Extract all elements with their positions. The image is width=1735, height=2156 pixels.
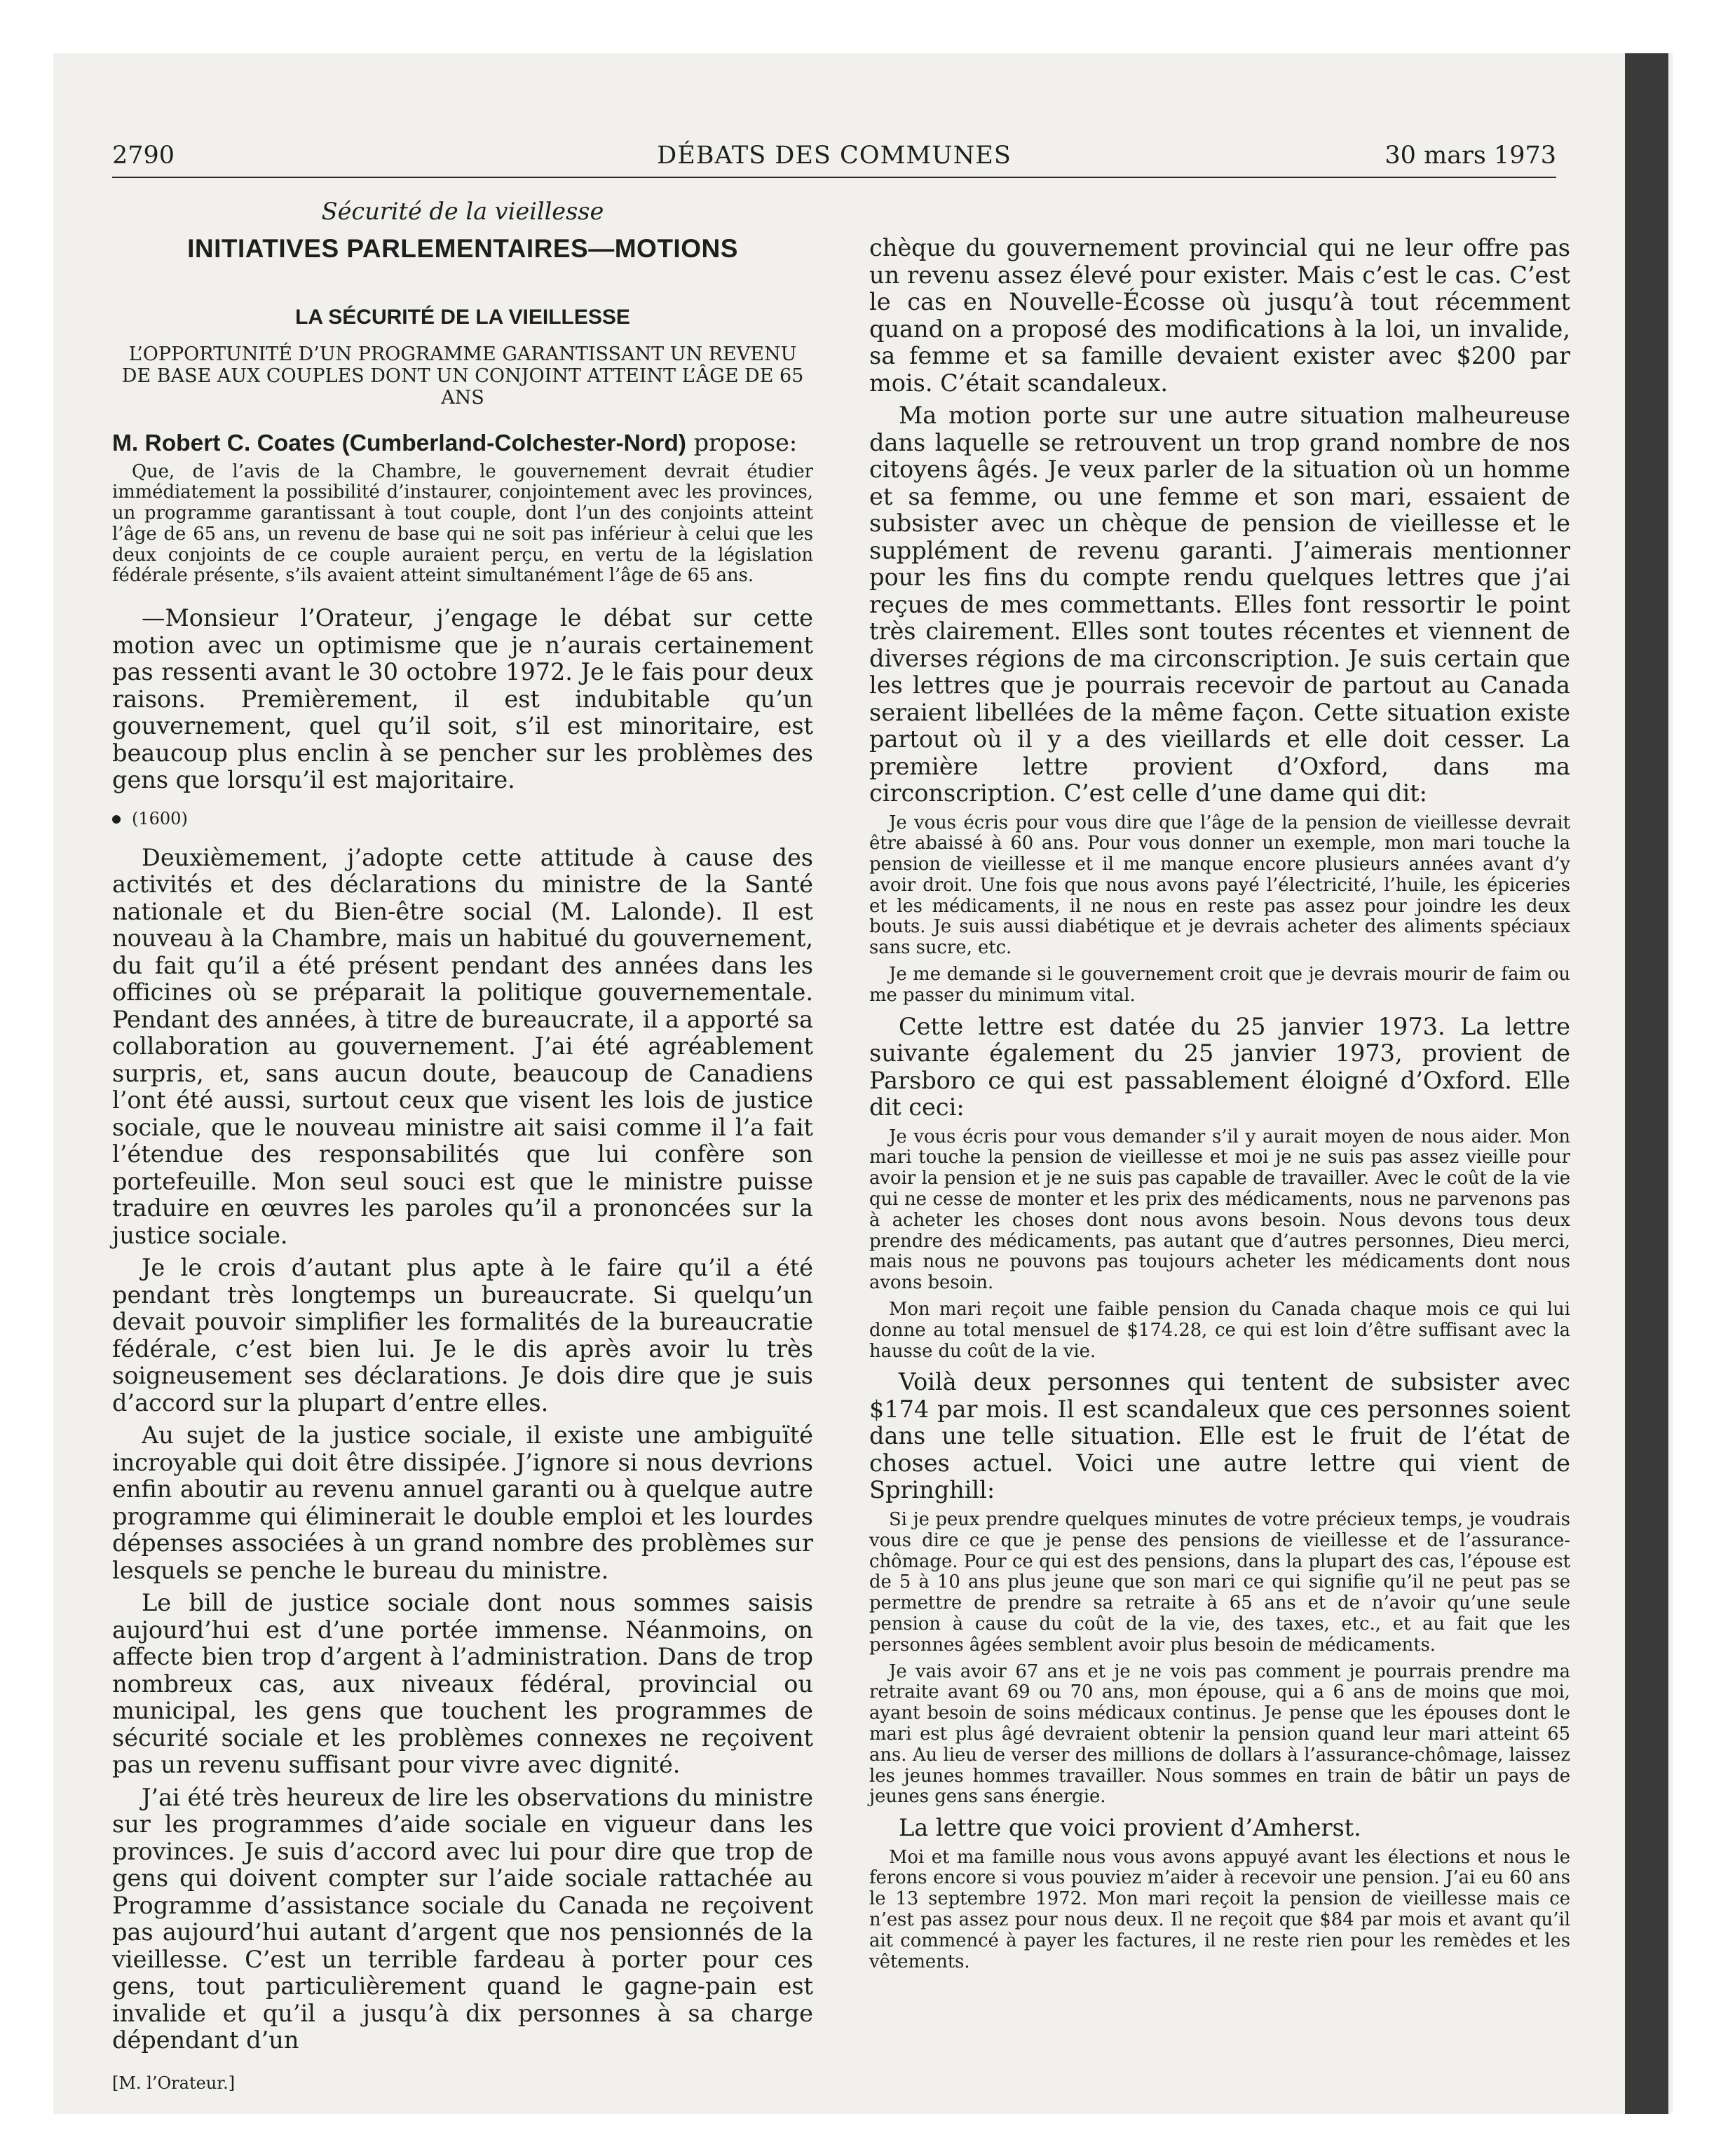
paragraph: La lettre que voici provient d’Amherst.: [899, 1814, 1361, 1842]
letter-quote: [869, 1127, 1570, 1363]
quote-paragraph: Si je peux prendre quelques minutes de votre précieux temps, je voudrais vous dire ce que je pense des pensions de vieillesse et de l’assurance-chômage. Pour ce qui est des pensions, dans la plupart des cas, l’épouse est de 5 à 10 ans plus jeune que son mari ce qui signifie qu’il ne peut pas se permettre de prendre sa retraite à 65 ans et de n’avoir qu’une seule pension à cause du coût de la vie, des taxes, etc., et au fait que les personnes âgées semblent avoir plus besoin de médicaments.: [869, 1508, 1570, 1656]
publication-title: DÉBATS DES COMMUNES: [657, 142, 1012, 170]
paragraph: Je le crois d’autant plus apte à le faire qu’il a été pendant très longtemps un bureaucrate. Si quelqu’un devait pouvoir simplifier les formalités de la bureaucratie fédérale, c’est bien lui. Je le dis après avoir lu très soigneusement ses déclarations. Je dois dire que je suis d’accord sur la plupart d’entre elles.: [112, 1254, 813, 1417]
paragraph: Ma motion porte sur une autre situation malheureuse dans laquelle se retrouvent un trop grand nombre de nos citoyens âgés. Je veux parler de la situation où un homme et sa femme, ou une femme et son mari, essaient de subsister avec un chèque de pension de vieillesse et le supplément de revenu garanti. J’aimerais mentionner pour les fins du compte rendu quelques lettres que j’ai reçues de mes commettants. Elles font ressortir le point très clairement. Elles sont toutes récentes et viennent de diverses régions de ma circonscription. Je suis certain que les lettres que je pourrais recevoir de partout au Canada seraient libellées de la même façon. Cette situation existe partout où il y a des vieillards et elle doit cesser. La première lettre provient d’Oxford, dans ma circonscription. C’est celle d’une dame qui dit:: [869, 402, 1570, 807]
left-column: [112, 198, 813, 2094]
paragraph: —Monsieur l’Orateur, j’engage le débat sur cette motion avec un optimisme que je n’aurais certainement pas ressenti avant le 30 octobre 1972. Je le fais pour deux raisons. Premièrement, il est indubitable qu’un gouvernement, quel qu’il soit, s’il est minoritaire, est beaucoup plus enclin à se pencher sur les problèmes des gens que lorsqu’il est majoritaire.: [112, 604, 813, 794]
running-header: [112, 140, 1556, 178]
mover-verb: propose:: [693, 429, 798, 456]
bullet-icon: [112, 815, 121, 824]
paragraph: Deuxièmement, j’adopte cette attitude à cause des activités et des déclarations du ministre de la Santé nationale et du Bien-être social (M. Lalonde). Il est nouveau à la Chambre, mais un habitué du gouvernement, du fait qu’il a été présent pendant des années dans les officines où se préparait la politique gouvernementale. Pendant des années, à titre de bureaucrate, il a apporté sa collaboration au gouvernement. J’ai été agréablement surpris, et, sans aucun doute, beaucoup de Canadiens l’ont été aussi, surtout ceux que visent les lois de justice sociale, que le nouveau ministre ait saisi comme il l’a fait l’étendue des responsabilités que lui confère son portefeuille. Mon seul souci est que le ministre puisse traduire en œuvres les paroles qu’il a prononcées sur la justice sociale.: [112, 843, 813, 1249]
quote-paragraph: Je me demande si le gouvernement croit que je devrais mourir de faim ou me passer du minimum vital.: [869, 964, 1570, 1006]
quote-paragraph: Je vais avoir 67 ans et je ne vois pas comment je pourrais prendre ma retraite avant 69 ou 70 ans, mon épouse, qui a 6 ans de moins que moi, ayant besoin de soins médicaux continus. Je pense que les épouses dont le mari est plus âgé devraient obtenir la pension quand leur mari atteint 65 ans. Au lieu de verser des millions de dollars à l’assurance-chômage, laissez les jeunes hommes travailler. Nous sommes en train de bâtir un pays de jeunes gens sans énergie.: [869, 1660, 1570, 1808]
quote-paragraph: Je vous écris pour vous demander s’il y aurait moyen de nous aider. Mon mari touche la pension de vieillesse et moi je ne suis pas assez vieille pour avoir la pension et je ne suis pas capable de travailler. Avec le coût de la vie qui ne cesse de monter et les prix des médicaments, nous ne parvenons pas à acheter les choses dont nous avons besoin. Nous devons tous deux prendre des médicaments, pas autant que d’autres personnes, Dieu merci, mais nous ne pouvons pas toujours acheter les médicaments dont nous avons besoin.: [869, 1126, 1570, 1294]
motion-text: Que, de l’avis de la Chambre, le gouvernement devrait étudier immédiatement la possibilité d’instaurer, conjointement avec les provinces, un programme garantissant à tout couple, dont l’un des conjoints atteint l’âge de 65 ans, un revenu de base qui ne soit pas inférieur à celui que les deux conjoints de ce couple auraient perçu, en vertu de la législation fédérale présente, s’ils avaient atteint simultanément l’âge de 65 ans.: [112, 460, 813, 587]
letter-quote: [869, 1848, 1570, 1973]
page-edge-shadow: [1625, 53, 1668, 2114]
document-page: [112, 140, 1570, 2103]
mover-name: M. Robert C. Coates (Cumberland-Colchester-Nord): [112, 430, 686, 456]
paragraph: chèque du gouvernement provincial qui ne leur offre pas un revenu assez élevé pour exister. Mais c’est le cas. C’est le cas en Nouvelle-Écosse où jusqu’à tout récemment quand on a proposé des modifications à la loi, un invalide, sa femme et sa famille devaient exister avec $200 par mois. C’était scandaleux.: [869, 234, 1570, 397]
time-marker-text: (1600): [132, 808, 188, 828]
issue-date: 30 mars 1973: [1384, 142, 1556, 170]
paragraph: Au sujet de la justice sociale, il existe une ambiguïté incroyable qui doit être dissipée. J’ignore si nous devrions enfin aboutir au revenu annuel garanti ou à quelque autre programme qui éliminerait le double emploi et les lourdes dépenses associées à un grand nombre des problèmes sur lesquels se penche le bureau du ministre.: [112, 1421, 813, 1584]
paragraph: Le bill de justice sociale dont nous sommes saisis aujourd’hui est d’une portée immense. Néanmoins, on affecte bien trop d’argent à l’administration. Dans de trop nombreux cas, aux niveaux fédéral, provincial ou municipal, les gens que touchent les programmes de sécurité sociale et les problèmes connexes ne reçoivent pas un revenu suffisant pour vivre avec dignité.: [112, 1589, 813, 1779]
paragraph: Voilà deux personnes qui tentent de subsister avec $174 par mois. Il est scandaleux que ces personnes soient dans une telle situation. Elle est le fruit de l’état de choses actuel. Voici une autre lettre qui vient de Springhill:: [869, 1368, 1570, 1504]
letter-quote: [869, 813, 1570, 1007]
quote-paragraph: Mon mari reçoit une faible pension du Canada chaque mois ce qui lui donne au total mensuel de $174.28, ce qui est loin d’être suffisant avec la hausse du coût de la vie.: [869, 1299, 1570, 1362]
time-marker: [112, 808, 813, 829]
motion-topic: L’OPPORTUNITÉ D’UN PROGRAMME GARANTISSANT UN REVENU DE BASE AUX COUPLES DONT UN CONJOINT ATTEINT L’ÂGE DE 65 ANS: [121, 343, 804, 409]
section-label: Sécurité de la vieillesse: [321, 198, 604, 225]
mover-line: [112, 430, 813, 458]
quote-paragraph: Je vous écris pour vous dire que l’âge de la pension de vieillesse devrait être abaissé à 60 ans. Pour vous donner un exemple, mon mari touche la pension de vieillesse et il me manque encore plusieurs années avant d’y avoir droit. Une fois que nous avons payé l’électricité, l’huile, les épiceries et les médicaments, il ne nous en reste pas assez pour joindre les deux bouts. Je suis aussi diabétique et je devrais acheter des aliments spéciaux sans sucre, etc.: [869, 812, 1570, 959]
quote-paragraph: Moi et ma famille nous vous avons appuyé avant les élections et nous le ferons encore si vous pouviez m’aider à recevoir une pension. J’ai eu 60 ans le 13 septembre 1972. Mon mari reçoit la pension de vieillesse mais ce n’est pas assez pour nous deux. Il ne reçoit que $84 par mois et avant qu’il ait commencé à payer les factures, il ne reste rien pour les remèdes et les vêtements.: [869, 1846, 1570, 1972]
paragraph: Cette lettre est datée du 25 janvier 1973. La lettre suivante également du 25 janvier 1973, provient de Parsboro ce qui est passablement éloigné d’Oxford. Elle dit ceci:: [869, 1012, 1570, 1121]
speaker-note: [M. l’Orateur.]: [112, 2073, 236, 2093]
page-number: 2790: [112, 142, 175, 170]
subsection-heading: LA SÉCURITÉ DE LA VIEILLESSE: [295, 306, 630, 329]
letter-quote: [869, 1510, 1570, 1808]
paragraph: J’ai été très heureux de lire les observations du ministre sur les programmes d’aide sociale en vigueur dans les provinces. Je suis d’accord avec lui pour dire que trop de gens qui doivent compter sur l’aide sociale rattachée au Programme d’assistance sociale du Canada ne reçoivent pas aujourd’hui autant d’argent que nos pensionnés de la vieillesse. C’est un terrible fardeau à porter pour ces gens, tout particulièrement quand le gagne-pain est invalide et qu’il a jusqu’à dix personnes à sa charge dépendant d’un: [112, 1783, 813, 2054]
section-heading: INITIATIVES PARLEMENTAIRES—MOTIONS: [187, 234, 738, 263]
right-column: [869, 235, 1570, 1979]
